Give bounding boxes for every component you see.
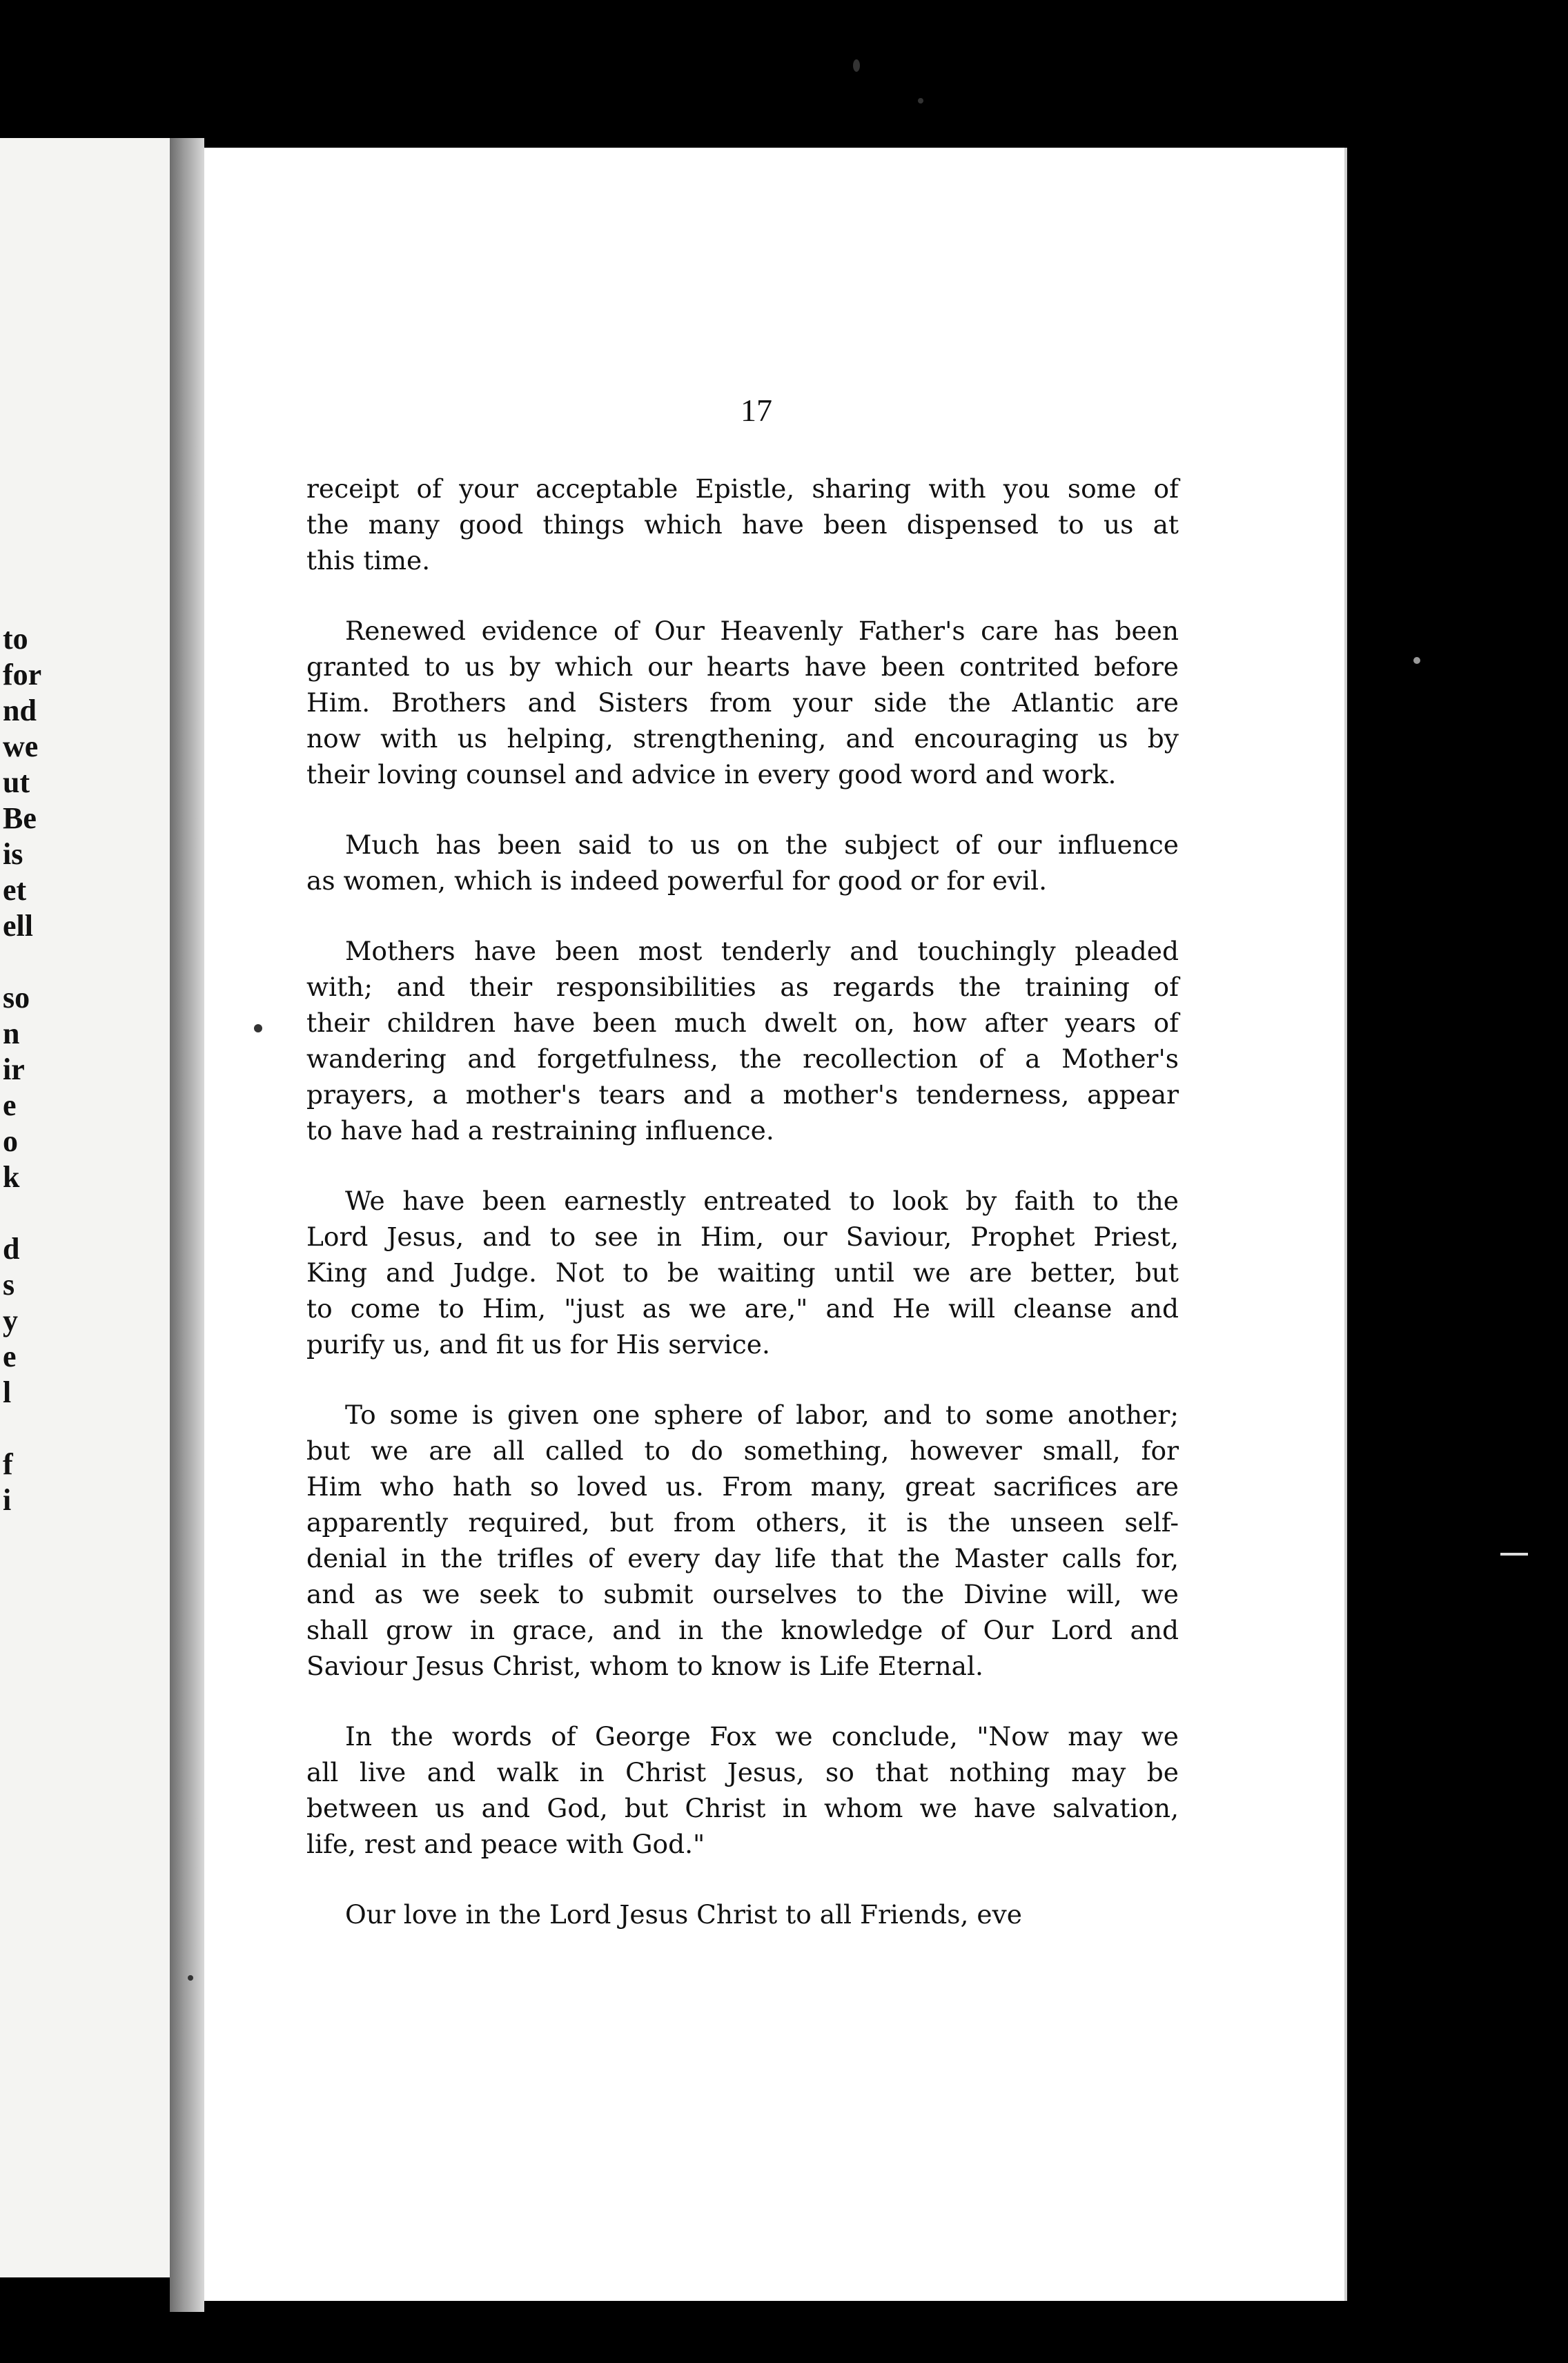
text-line: Lord Jesus, and to see in Him, our Saviour, Prophet Priest, bbox=[306, 1222, 1179, 1252]
text-line: To some is given one sphere of labor, and to some another; bbox=[345, 1400, 1179, 1430]
margin-fragment: y bbox=[3, 1304, 18, 1337]
text-line: and as we seek to submit ourselves to the Divine will, we bbox=[306, 1579, 1179, 1609]
paragraph bbox=[306, 1397, 1179, 1684]
page-number: 17 bbox=[741, 393, 772, 428]
margin-fragment: so bbox=[3, 981, 30, 1014]
margin-fragment: we bbox=[3, 729, 39, 763]
text-line: their loving counsel and advice in every good word and work. bbox=[306, 759, 1117, 790]
text-line: We have been earnestly entreated to look by faith to the bbox=[345, 1186, 1179, 1216]
text-line: purify us, and fit us for His service. bbox=[306, 1329, 770, 1360]
margin-fragment: n bbox=[3, 1017, 20, 1050]
text-line: Him who hath so loved us. From many, great sacrifices are bbox=[306, 1471, 1179, 1502]
text-line: Much has been said to us on the subject of our influence bbox=[345, 830, 1179, 860]
text-line: Him. Brothers and Sisters from your side the Atlantic are bbox=[306, 687, 1179, 718]
margin-fragment: e bbox=[3, 1088, 17, 1122]
scan-speck bbox=[254, 1024, 262, 1032]
text-line: this time. bbox=[306, 545, 431, 576]
text-line: as women, which is indeed powerful for good or for evil. bbox=[306, 865, 1048, 896]
text-line: denial in the trifles of every day life that the Master calls for, bbox=[306, 1543, 1179, 1573]
margin-fragment: i bbox=[3, 1483, 12, 1517]
margin-fragment: d bbox=[3, 1232, 20, 1266]
text-line: Saviour Jesus Christ, whom to know is Life Eternal. bbox=[306, 1651, 983, 1681]
paragraph bbox=[306, 471, 1179, 578]
paragraph bbox=[306, 613, 1179, 792]
text-line: In the words of George Fox we conclude, "Now may we bbox=[345, 1721, 1179, 1752]
scan-speck bbox=[1500, 1553, 1528, 1556]
scan-speck bbox=[918, 98, 923, 104]
paragraph bbox=[306, 1718, 1179, 1862]
margin-fragment: s bbox=[3, 1268, 15, 1302]
text-line: the many good things which have been dispensed to us at bbox=[306, 509, 1179, 540]
text-line: to come to Him, "just as we are," and He will cleanse and bbox=[306, 1293, 1179, 1324]
margin-fragment: l bbox=[3, 1375, 12, 1409]
text-line: to have had a restraining influence. bbox=[306, 1115, 774, 1146]
paragraph bbox=[306, 827, 1179, 899]
scan-speck bbox=[188, 1975, 193, 1981]
text-line: shall grow in grace, and in the knowledge of Our Lord and bbox=[306, 1615, 1179, 1645]
margin-fragment: ell bbox=[3, 909, 33, 943]
page-body-text bbox=[306, 471, 1179, 1967]
text-line: life, rest and peace with God." bbox=[306, 1829, 705, 1859]
text-line: granted to us by which our hearts have been contrited before bbox=[306, 651, 1179, 682]
text-line: wandering and forgetfulness, the recollection of a Mother's bbox=[306, 1043, 1179, 1074]
scan-speck bbox=[853, 59, 860, 72]
margin-fragment: e bbox=[3, 1340, 17, 1373]
margin-fragment: o bbox=[3, 1124, 18, 1158]
margin-fragment: et bbox=[3, 873, 27, 907]
margin-fragment: is bbox=[3, 837, 23, 871]
text-line: all live and walk in Christ Jesus, so that nothing may be bbox=[306, 1757, 1179, 1787]
margin-fragment: nd bbox=[3, 694, 37, 727]
text-line: Renewed evidence of Our Heavenly Father's care has been bbox=[345, 616, 1179, 646]
margin-fragment: to bbox=[3, 622, 28, 656]
margin-fragment: for bbox=[3, 658, 42, 692]
left-page-edge bbox=[0, 138, 170, 2277]
margin-fragment: ir bbox=[3, 1052, 25, 1086]
text-line: prayers, a mother's tears and a mother's tenderness, appear bbox=[306, 1079, 1179, 1110]
text-line: King and Judge. Not to be waiting until we are better, but bbox=[306, 1257, 1179, 1288]
margin-fragment: ut bbox=[3, 765, 30, 799]
text-line: receipt of your acceptable Epistle, sharing with you some of bbox=[306, 473, 1179, 504]
text-line: Our love in the Lord Jesus Christ to all Friends, eve bbox=[345, 1899, 1022, 1930]
text-line: between us and God, but Christ in whom we have salvation, bbox=[306, 1793, 1179, 1823]
text-line: but we are all called to do something, however small, for bbox=[306, 1435, 1179, 1466]
text-line: their children have been much dwelt on, how after years of bbox=[306, 1008, 1179, 1038]
text-line: now with us helping, strengthening, and encouraging us by bbox=[306, 723, 1179, 754]
margin-fragment: k bbox=[3, 1160, 20, 1194]
scan-speck bbox=[1413, 657, 1420, 664]
text-line: Mothers have been most tenderly and touchingly pleaded bbox=[345, 936, 1179, 966]
paragraph bbox=[306, 1183, 1179, 1362]
margin-fragment: Be bbox=[3, 801, 37, 835]
margin-fragment: f bbox=[3, 1447, 13, 1481]
text-line: apparently required, but from others, it is the unseen self- bbox=[306, 1507, 1179, 1538]
paragraph bbox=[306, 933, 1179, 1148]
paragraph bbox=[306, 1896, 1179, 1932]
book-gutter bbox=[170, 138, 204, 2312]
text-line: with; and their responsibilities as regards the training of bbox=[306, 972, 1179, 1002]
